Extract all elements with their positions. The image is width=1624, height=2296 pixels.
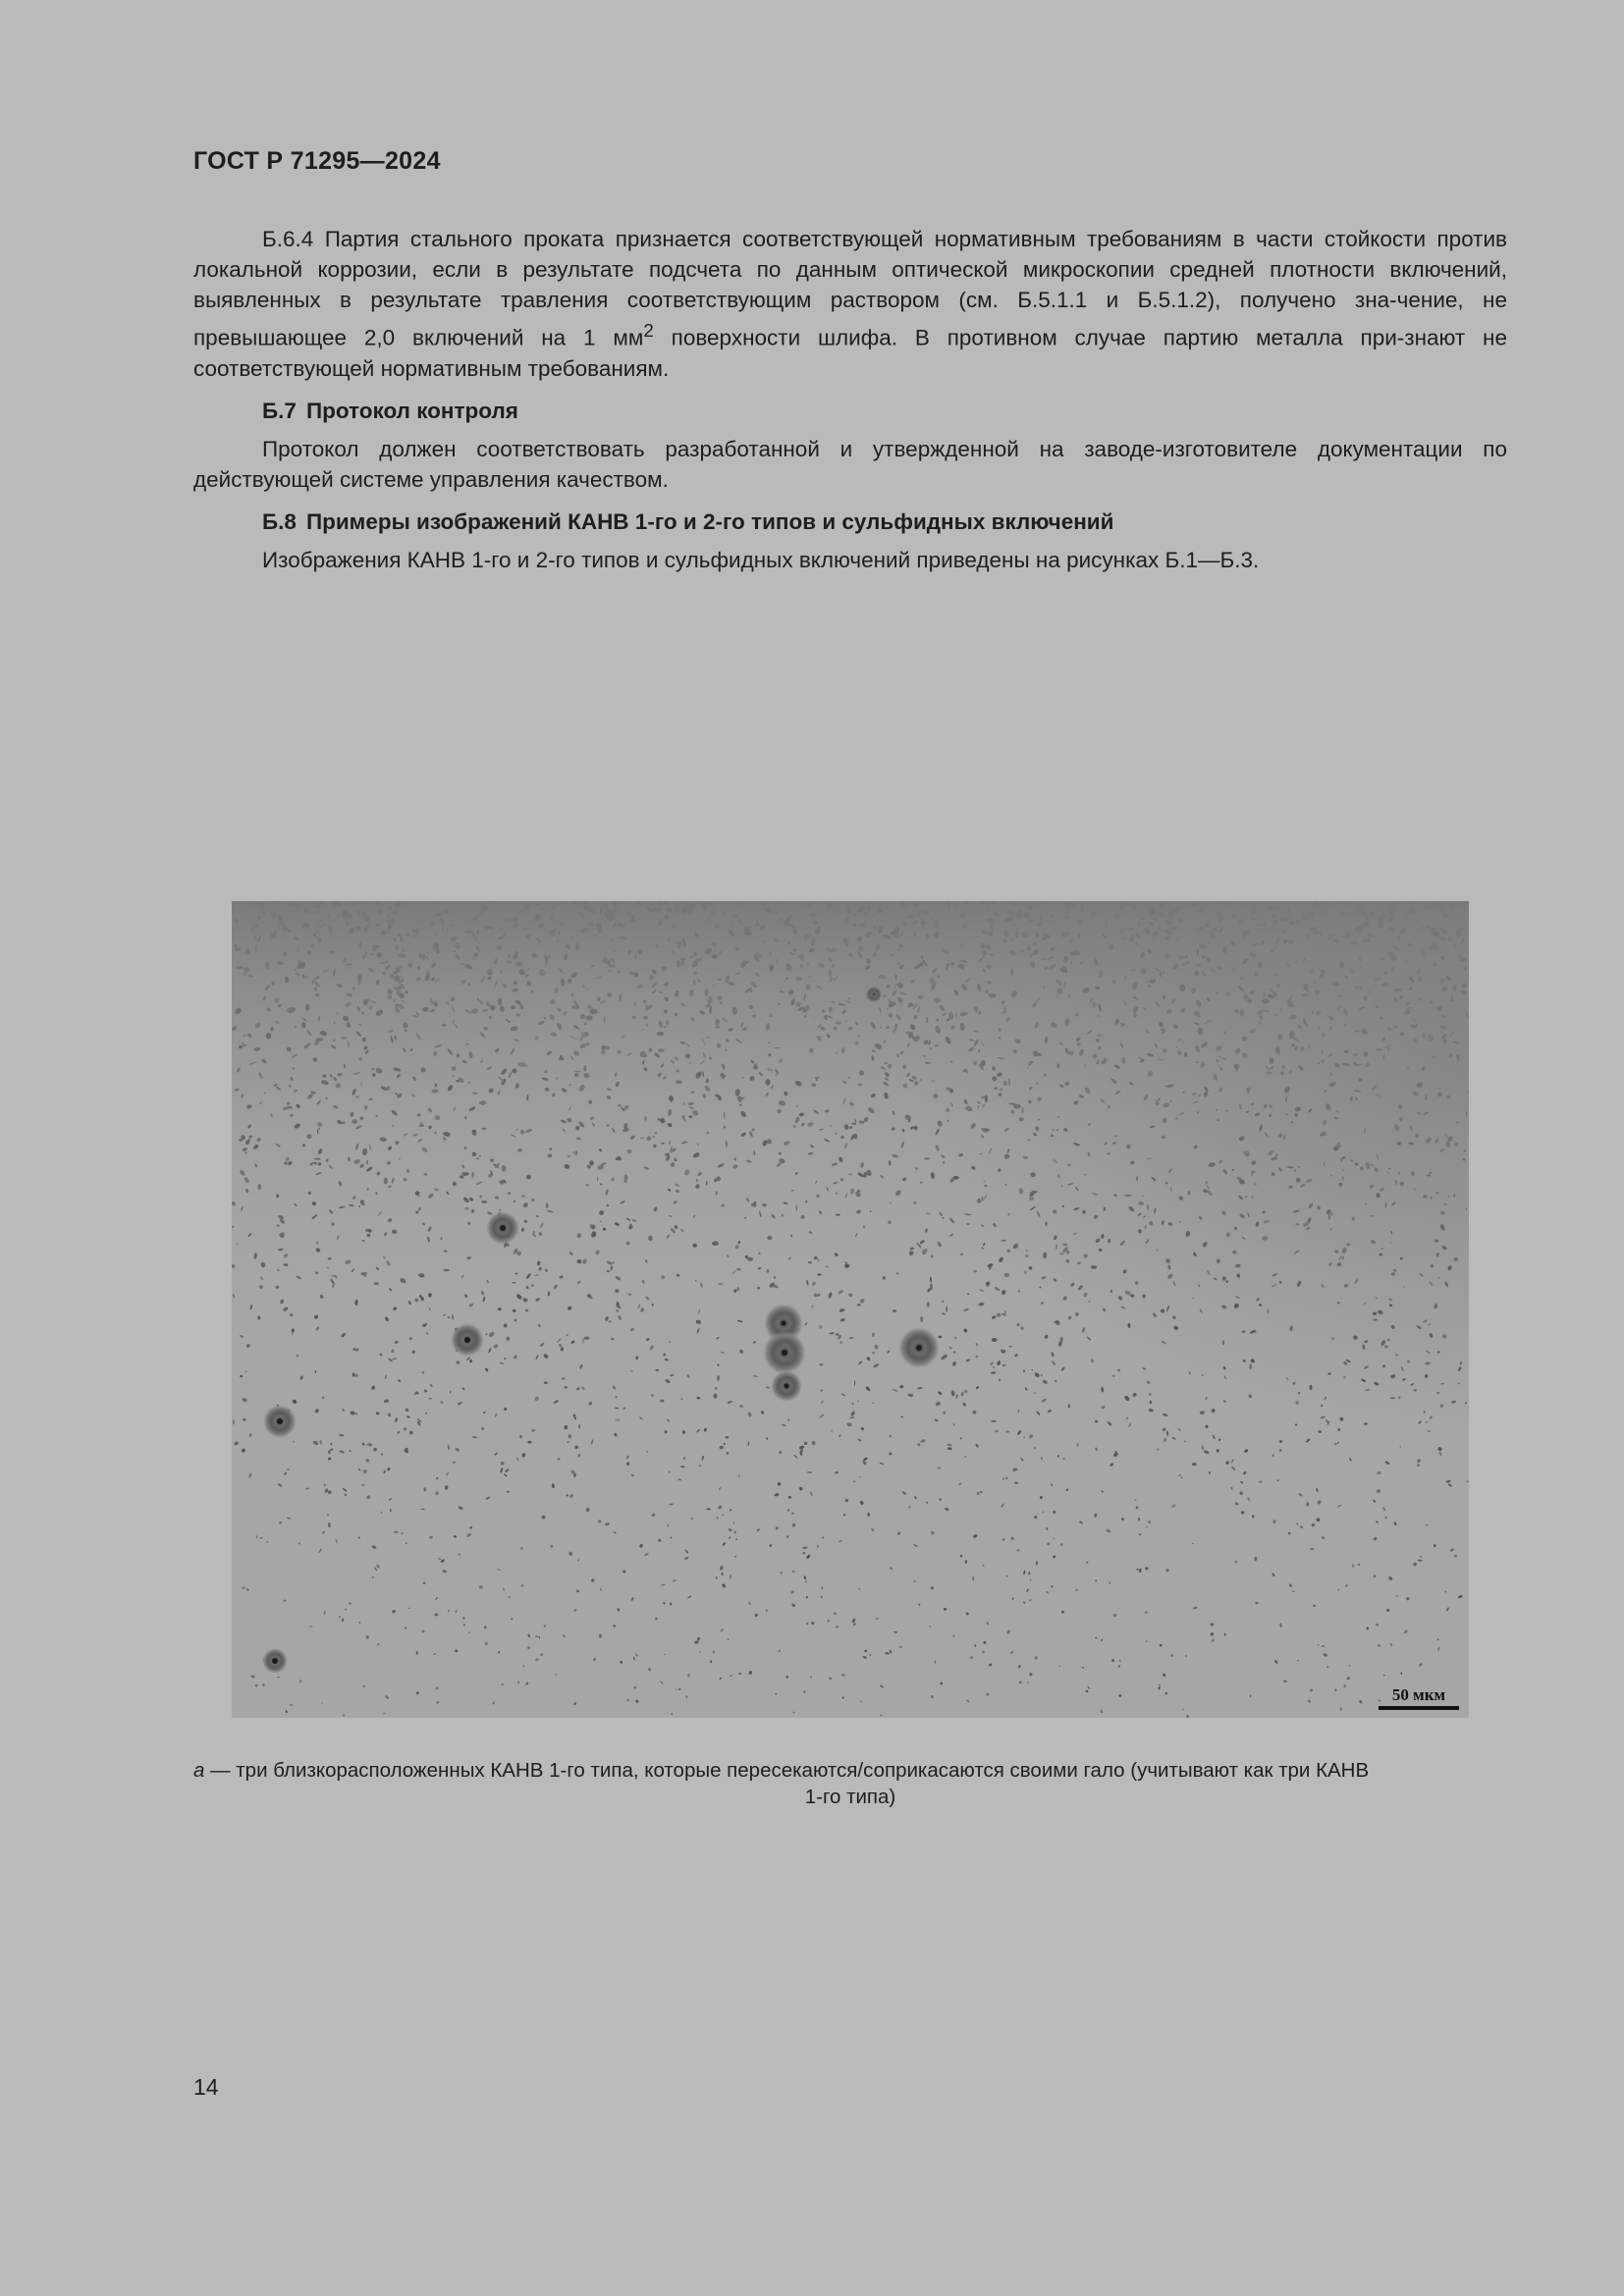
caption-letter: а: [193, 1759, 205, 1782]
inclusion-core: [782, 1321, 786, 1326]
inclusion-core: [464, 1337, 470, 1343]
inclusion-core: [916, 1345, 922, 1351]
caption-line-2: 1-го типа): [804, 1786, 896, 1808]
scale-bar-line: [1379, 1706, 1459, 1710]
inclusion-core: [272, 1658, 278, 1664]
micrograph-figure: [232, 901, 1469, 1718]
page-number: 14: [193, 2074, 219, 2100]
caption-line-1: [193, 1757, 1507, 1784]
inclusion-core: [782, 1350, 787, 1356]
paragraph-b-6-4-part1: Б.6.4 Партия стального проката признается соответствующей нормативным требованиям в части стойкости против локальной коррозии, если в результате подсчета по данным оптической микроскопии средней плотности включений, выявленных в результате травления соответствующим раствором (см. Б.5.1.1 и Б.5.1.2), получено зна-чение, не превышающее 2,0 включений на 1 мм: [193, 227, 1507, 350]
section-heading-b-8: [193, 507, 1507, 537]
superscript-2: 2: [643, 320, 654, 341]
paragraph-b-7: Протокол должен соответствовать разработанной и утвержденной на заводе-изготовителе документации по действующей системе управления качеством.: [193, 436, 1507, 492]
section-number-b-7: Б.7: [262, 398, 297, 423]
section-heading-b-7: [193, 396, 1507, 426]
paragraph-b-8: Изображения КАНВ 1-го и 2-го типов и сульфидных включений приведены на рисунках Б.1—Б.3.: [262, 547, 1260, 572]
caption-text-1: — три близкорасположенных КАНВ 1-го типа, которые пересекаются/соприкасаются своими гало (учитывают как три КАНВ: [204, 1759, 1370, 1782]
document-code: ГОСТ Р 71295—2024: [193, 147, 441, 175]
micrograph-image: [232, 901, 1469, 1718]
inclusion-halo: [865, 986, 883, 1003]
paragraph-b-6-4: [193, 224, 1507, 384]
section-title-b-8: Примеры изображений КАНВ 1-го и 2-го типов и сульфидных включений: [305, 508, 1114, 534]
paragraph-b-6-4-part2: поверхности шлифа. В противном случае партию металла при-знают не соответствующей нормативным требованиям.: [193, 325, 1508, 381]
figure-caption: [193, 1757, 1507, 1810]
section-number-b-8: Б.8: [262, 508, 297, 534]
scale-bar: [1379, 1685, 1459, 1710]
scale-bar-label: 50 мкм: [1391, 1685, 1446, 1704]
text-body: [193, 224, 1507, 575]
inclusion-core: [500, 1225, 506, 1231]
section-title-b-7: Протокол контроля: [305, 398, 518, 423]
inclusion-core: [277, 1418, 283, 1424]
inclusion-core: [785, 1384, 789, 1389]
